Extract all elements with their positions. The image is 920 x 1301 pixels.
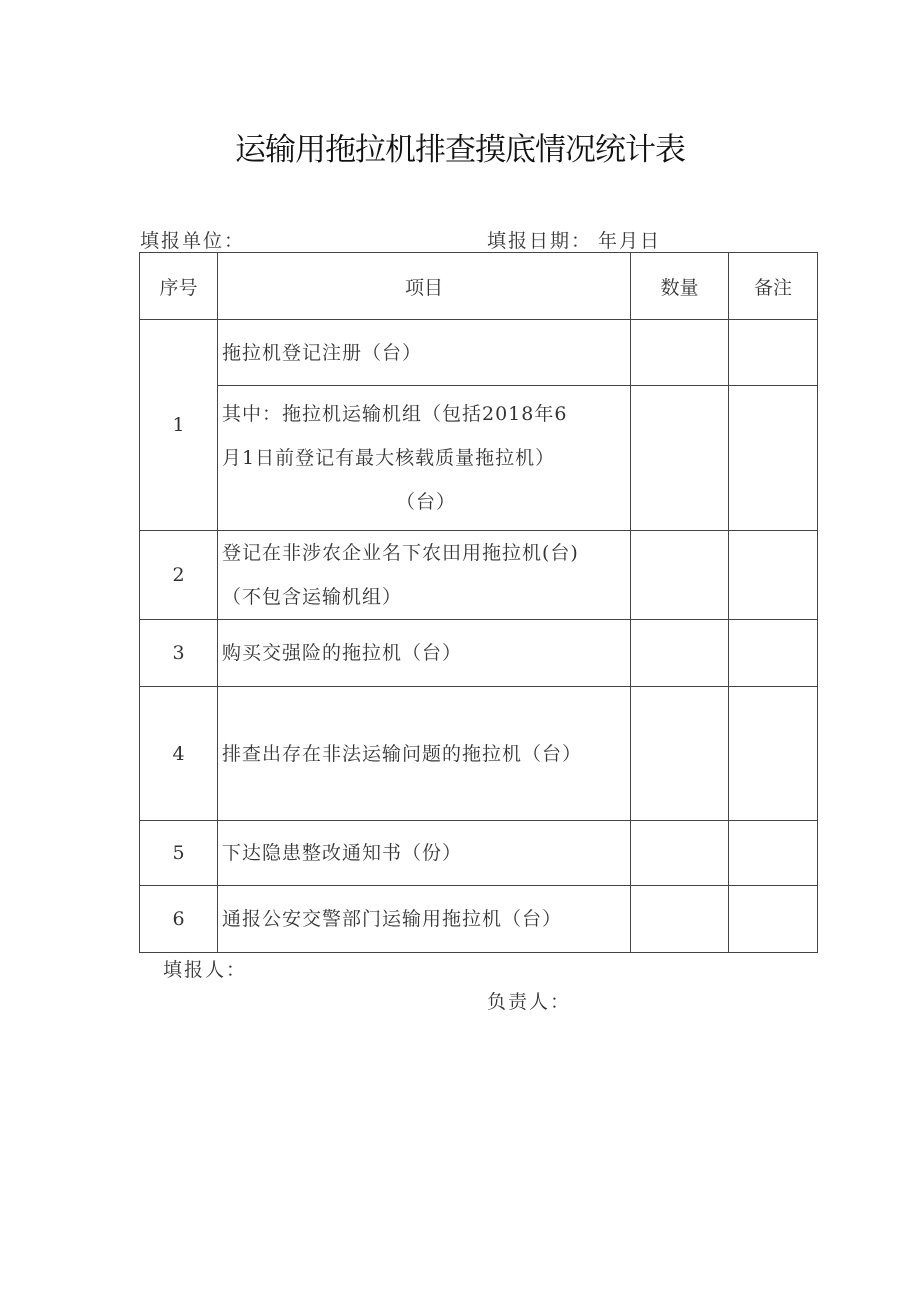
row-note-cell[interactable] <box>729 687 818 821</box>
row-qty-cell[interactable] <box>631 821 729 886</box>
row-note-cell[interactable] <box>729 620 818 687</box>
row-item <box>218 687 631 821</box>
row-item-text: 通报公安交警部门运输用拖拉机（台） <box>222 908 563 930</box>
row-item-line: （不包含运输机组） <box>222 586 403 608</box>
row-no: 6 <box>140 886 218 953</box>
row-item-text: 排查出存在非法运输问题的拖拉机（台） <box>222 742 583 765</box>
row-item <box>218 886 631 953</box>
row-note-cell[interactable] <box>729 531 818 620</box>
row-no: 5 <box>140 821 218 886</box>
table-row <box>140 687 818 821</box>
fill-unit-label: 填报单位： <box>140 230 246 252</box>
row-note-cell[interactable] <box>729 821 818 886</box>
header-item: 项目 <box>218 253 631 320</box>
row-item-text: 下达隐患整改通知书（份） <box>222 842 463 864</box>
row-item <box>218 531 631 620</box>
row-no: 1 <box>140 320 218 531</box>
row-qty-cell[interactable] <box>631 531 729 620</box>
fill-date-label <box>487 226 661 253</box>
fill-date-suffix: 年月日 <box>598 230 662 252</box>
table-row <box>140 886 818 953</box>
row-qty-cell[interactable] <box>631 320 729 386</box>
table-header-row <box>140 253 818 320</box>
row-no: 4 <box>140 687 218 821</box>
row-item-line: 登记在非涉农企业名下农田用拖拉机(台) <box>222 542 579 564</box>
row-item-line: 月1日前登记有最大核载质量拖拉机） <box>222 447 556 469</box>
row-item-line: 其中：拖拉机运输机组（包括2018年6 <box>222 403 568 425</box>
row-item <box>218 821 631 886</box>
row-qty-cell[interactable] <box>631 620 729 687</box>
row-item-line: （台） <box>395 491 456 513</box>
owner-label: 负责人： <box>487 991 572 1013</box>
row-item <box>218 620 631 687</box>
row-qty-cell[interactable] <box>631 886 729 953</box>
table-row <box>140 386 818 531</box>
table-row <box>140 531 818 620</box>
table-row <box>140 320 818 386</box>
header-no: 序号 <box>140 253 218 320</box>
row-item <box>218 386 631 531</box>
statistics-table <box>139 252 818 953</box>
row-note-cell[interactable] <box>729 386 818 531</box>
table-row <box>140 821 818 886</box>
fill-date-label-text: 填报日期： <box>487 230 593 252</box>
row-item-text: 购买交强险的拖拉机（台） <box>222 642 463 664</box>
page-title: 运输用拖拉机排查摸底情况统计表 <box>235 132 685 168</box>
row-note-cell[interactable] <box>729 886 818 953</box>
header-qty: 数量 <box>631 253 729 320</box>
filler-label: 填报人： <box>163 959 248 981</box>
table-row <box>140 620 818 687</box>
row-no: 3 <box>140 620 218 687</box>
row-no: 2 <box>140 531 218 620</box>
row-qty-cell[interactable] <box>631 687 729 821</box>
header-note: 备注 <box>729 253 818 320</box>
row-item-text: 拖拉机登记注册（台） <box>222 341 423 364</box>
row-item <box>218 320 631 386</box>
row-note-cell[interactable] <box>729 320 818 386</box>
row-qty-cell[interactable] <box>631 386 729 531</box>
